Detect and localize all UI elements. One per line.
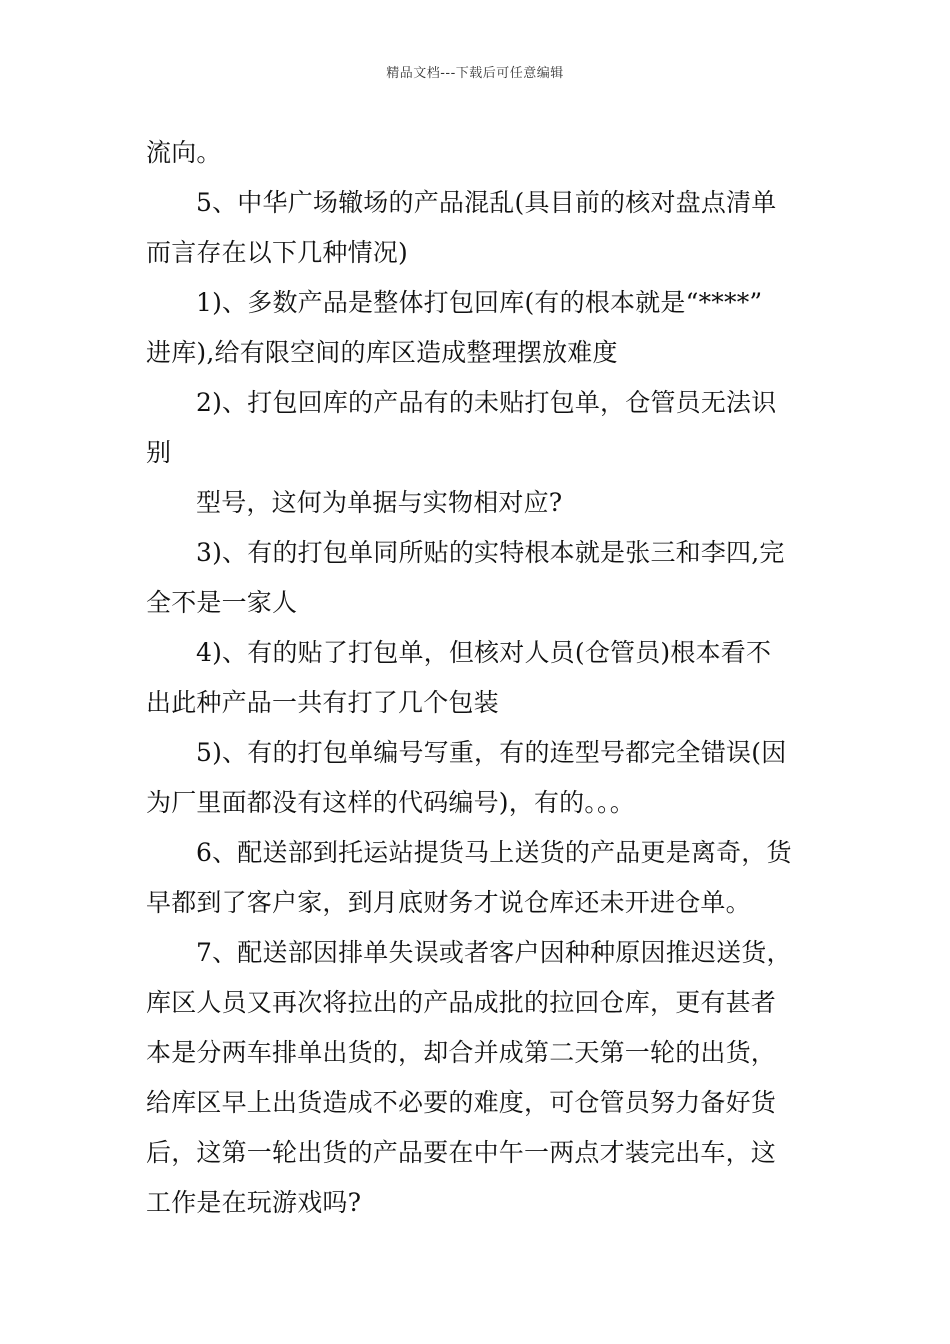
text-line: 出此种产品一共有打了几个包装 [146,688,499,717]
text-line: 型号，这何为单据与实物相对应? [196,488,563,517]
text-line: 1)、多数产品是整体打包回库(有的根本就是“****” [196,288,763,317]
page-header: 精品文档---下载后可任意编辑 [386,66,564,81]
text-line: 6、配送部到托运站提货马上送货的产品更是离奇，货 [196,838,792,867]
text-line: 别 [146,438,172,467]
text-line: 后，这第一轮出货的产品要在中午一两点才装完出车，这 [146,1138,777,1167]
text-line: 7、配送部因排单失误或者客户因种种原因推迟送货， [196,938,792,967]
text-line: 早都到了客户家，到月底财务才说仓库还未开进仓单。 [146,888,751,917]
text-line: 5、中华广场辙场的产品混乱(具目前的核对盘点清单 [196,188,777,217]
text-line: 3)、有的打包单同所贴的实特根本就是张三和李四,完 [196,538,785,567]
text-line: 为厂里面都没有这样的代码编号)，有的。。。 [146,788,635,817]
text-line: 进库),给有限空间的库区造成整理摆放难度 [146,338,618,367]
text-line: 本是分两车排单出货的，却合并成第二天第一轮的出货， [146,1038,777,1067]
text-line: 4)、有的贴了打包单，但核对人员(仓管员)根本看不 [196,638,772,667]
text-line: 库区人员又再次将拉出的产品成批的拉回仓库，更有甚者 [146,988,777,1017]
document-body [146,128,812,1228]
text-line: 5)、有的打包单编号写重，有的连型号都完全错误(因 [196,738,787,767]
text-line: 工作是在玩游戏吗? [146,1188,362,1217]
text-line: 给库区早上出货造成不必要的难度，可仓管员努力备好货 [146,1088,777,1117]
text-line: 2)、打包回库的产品有的未贴打包单，仓管员无法识 [196,388,777,417]
text-line: 全不是一家人 [146,588,298,617]
text-line: 流向。 [146,138,222,167]
text-line: 而言存在以下几种情况) [146,238,408,267]
